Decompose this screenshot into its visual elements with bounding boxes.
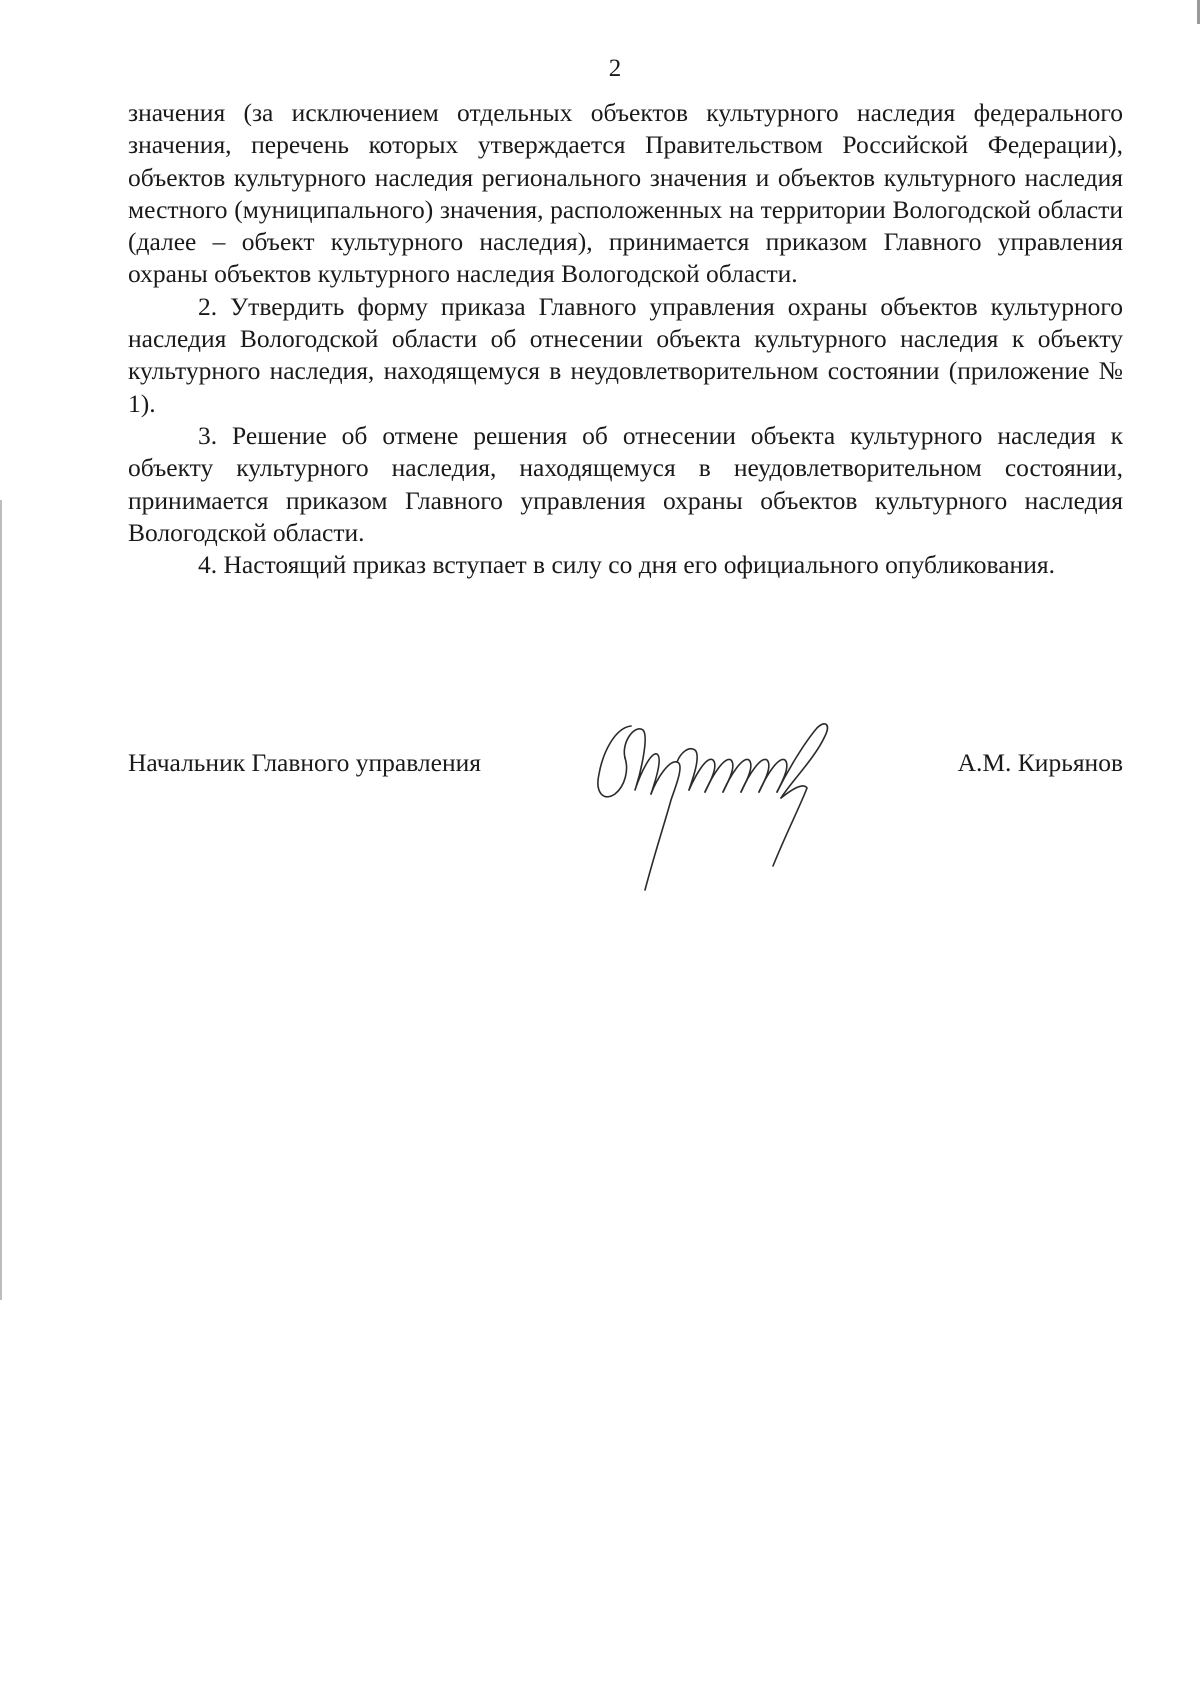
handwritten-signature — [585, 712, 885, 897]
page-number: 2 — [608, 55, 622, 82]
scan-margin-mark — [0, 500, 2, 1300]
position-title: Начальник Главного управления — [128, 748, 481, 777]
paragraph-item-4: 4. Настоящий приказ вступает в силу со дня его официального опубликования. — [198, 550, 1055, 580]
document-body — [128, 97, 1123, 581]
paragraph-item-2: 2. Утвердить форму приказа Главного управления охраны объектов культурного наследия Вологодской области об отнесении объекта культурного наследия к объекту культурного наследия, находящемуся в неудовлетворительном состоянии (приложение № 1). — [128, 291, 1123, 418]
paragraph-continuation: значения (за исключением отдельных объектов культурного наследия федерального значения, перечень которых утверждается Правительством Российской Федерации), объектов культурного наследия регионального значения и объектов культурного наследия местного (муниципального) значения, расположенных на территории Вологодской области (далее – объект культурного наследия), принимается приказом Главного управления охраны объектов культурного наследия Вологодской области. — [128, 98, 1123, 289]
paragraph-item-3: 3. Решение об отмене решения об отнесении объекта культурного наследия к объекту культурного наследия, находящемуся в неудовлетворительном состоянии, принимается приказом Главного управления охраны объектов культурного наследия Вологодской области. — [128, 420, 1123, 547]
signer-name: А.М. Кирьянов — [957, 748, 1123, 777]
